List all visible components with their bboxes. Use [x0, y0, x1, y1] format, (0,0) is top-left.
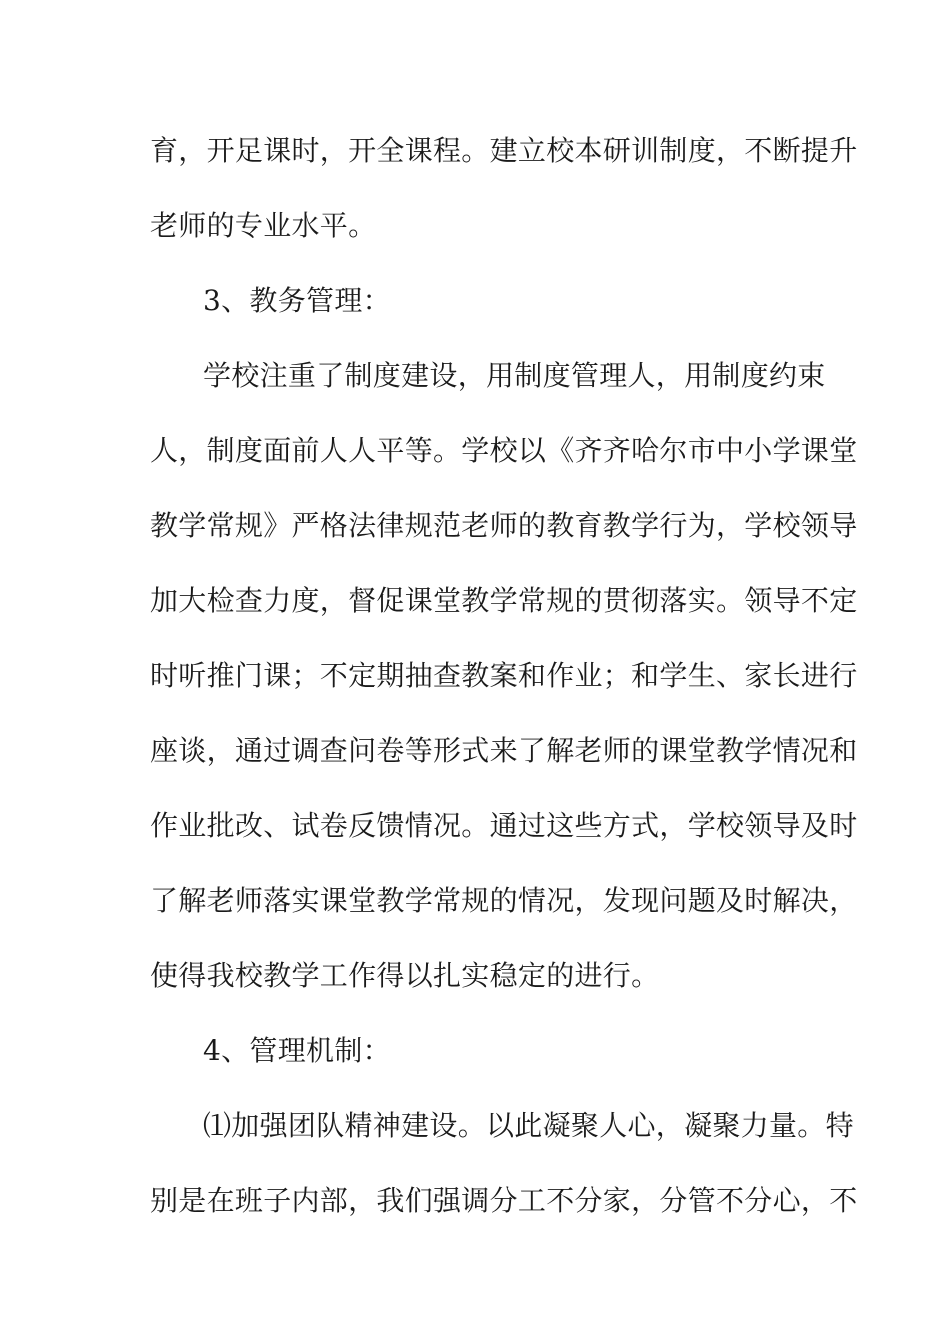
paragraph-line: 使得我校教学工作得以扎实稳定的进行。 [150, 959, 660, 992]
paragraph-line: 人，制度面前人人平等。学校以《齐齐哈尔市中小学课堂 [150, 434, 858, 467]
section-heading: 3、教务管理： [203, 284, 391, 317]
paragraph-line: 时听推门课；不定期抽查教案和作业；和学生、家长进行 [150, 659, 858, 692]
paragraph-line: 作业批改、试卷反馈情况。通过这些方式，学校领导及时 [150, 809, 858, 842]
paragraph-line: 育，开足课时，开全课程。建立校本研训制度，不断提升 [150, 134, 858, 167]
paragraph-line: 加大检查力度，督促课堂教学常规的贯彻落实。领导不定 [150, 584, 858, 617]
paragraph-line: 别是在班子内部，我们强调分工不分家，分管不分心，不 [150, 1184, 858, 1217]
paragraph-line: 老师的专业水平。 [150, 209, 377, 242]
paragraph-line: 座谈，通过调查问卷等形式来了解老师的课堂教学情况和 [150, 734, 858, 767]
paragraph-line: 了解老师落实课堂教学常规的情况，发现问题及时解决， [150, 884, 858, 917]
section-heading: 4、管理机制： [203, 1034, 391, 1067]
paragraph-line: ⑴加强团队精神建设。以此凝聚人心，凝聚力量。特 [203, 1109, 854, 1142]
paragraph-line: 学校注重了制度建设，用制度管理人，用制度约束 [203, 359, 826, 392]
paragraph-line: 教学常规》严格法律规范老师的教育教学行为，学校领导 [150, 509, 858, 542]
